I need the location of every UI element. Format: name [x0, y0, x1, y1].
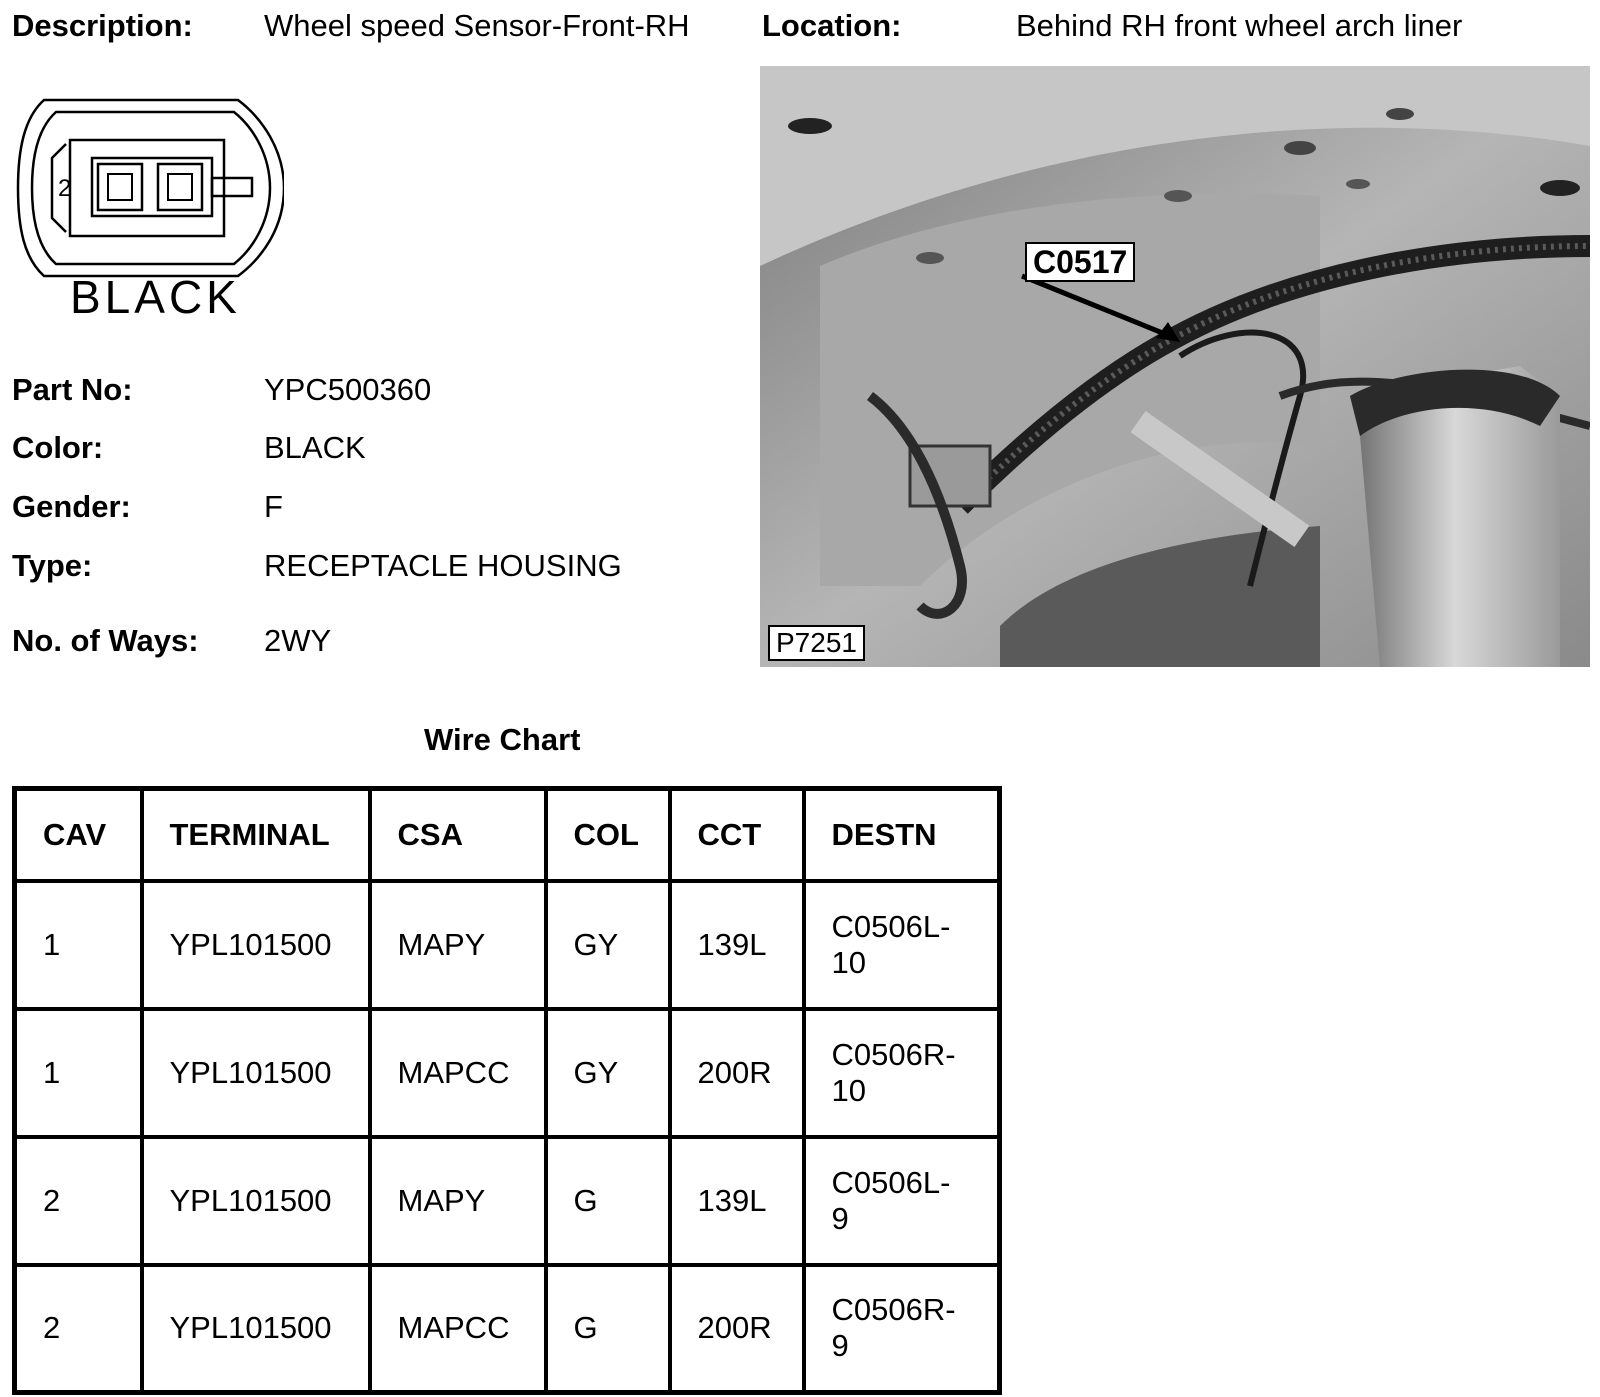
location-photo-illustration: [760, 66, 1590, 667]
cell-cav: 1: [15, 1009, 142, 1137]
connector-pin-label: 2: [58, 175, 72, 202]
cell-terminal: YPL101500: [142, 1265, 370, 1393]
part-no-label: Part No:: [12, 372, 133, 407]
cell-destn: C0506L-9: [804, 1137, 1000, 1265]
location-photo: [760, 66, 1590, 667]
cell-col: GY: [546, 881, 670, 1009]
color-value: BLACK: [264, 430, 366, 465]
header-cct: CCT: [670, 789, 804, 881]
cell-terminal: YPL101500: [142, 1137, 370, 1265]
wire-chart-table: [12, 786, 1002, 1395]
header-cav: CAV: [15, 789, 142, 881]
cell-cav: 2: [15, 1265, 142, 1393]
cell-destn: C0506L-10: [804, 881, 1000, 1009]
cell-csa: MAPY: [370, 881, 546, 1009]
cell-cct: 200R: [670, 1265, 804, 1393]
cell-terminal: YPL101500: [142, 881, 370, 1009]
cell-col: G: [546, 1265, 670, 1393]
header-terminal: TERMINAL: [142, 789, 370, 881]
cell-cct: 139L: [670, 1137, 804, 1265]
wire-chart-title: Wire Chart: [424, 722, 581, 757]
cell-cav: 2: [15, 1137, 142, 1265]
header-csa: CSA: [370, 789, 546, 881]
table-row: [15, 1009, 1000, 1137]
location-value: Behind RH front wheel arch liner: [1016, 8, 1463, 43]
ways-value: 2WY: [264, 623, 332, 658]
cell-destn: C0506R-9: [804, 1265, 1000, 1393]
header-col: COL: [546, 789, 670, 881]
table-row: [15, 1137, 1000, 1265]
cell-cct: 200R: [670, 1009, 804, 1137]
table-row: [15, 1265, 1000, 1393]
header-destn: DESTN: [804, 789, 1000, 881]
cell-destn: C0506R-10: [804, 1009, 1000, 1137]
ways-label: No. of Ways:: [12, 623, 199, 658]
color-label: Color:: [12, 430, 104, 465]
cell-csa: MAPCC: [370, 1009, 546, 1137]
description-label: Description:: [12, 8, 193, 43]
cell-terminal: YPL101500: [142, 1009, 370, 1137]
part-no-value: YPC500360: [264, 372, 432, 407]
location-label: Location:: [762, 8, 902, 43]
description-value: Wheel speed Sensor-Front-RH: [264, 8, 690, 43]
cell-csa: MAPY: [370, 1137, 546, 1265]
cell-cav: 1: [15, 881, 142, 1009]
cell-col: G: [546, 1137, 670, 1265]
table-row: [15, 881, 1000, 1009]
photo-callout-label: C0517: [1025, 242, 1135, 282]
gender-value: F: [264, 489, 283, 524]
type-label: Type:: [12, 548, 93, 583]
connector-color-text: BLACK: [70, 271, 241, 323]
cell-col: GY: [546, 1009, 670, 1137]
cell-csa: MAPCC: [370, 1265, 546, 1393]
gender-label: Gender:: [12, 489, 131, 524]
photo-code-label: P7251: [768, 625, 865, 661]
wire-chart-header-row: [15, 789, 1000, 881]
type-value: RECEPTACLE HOUSING: [264, 548, 622, 583]
cell-cct: 139L: [670, 881, 804, 1009]
